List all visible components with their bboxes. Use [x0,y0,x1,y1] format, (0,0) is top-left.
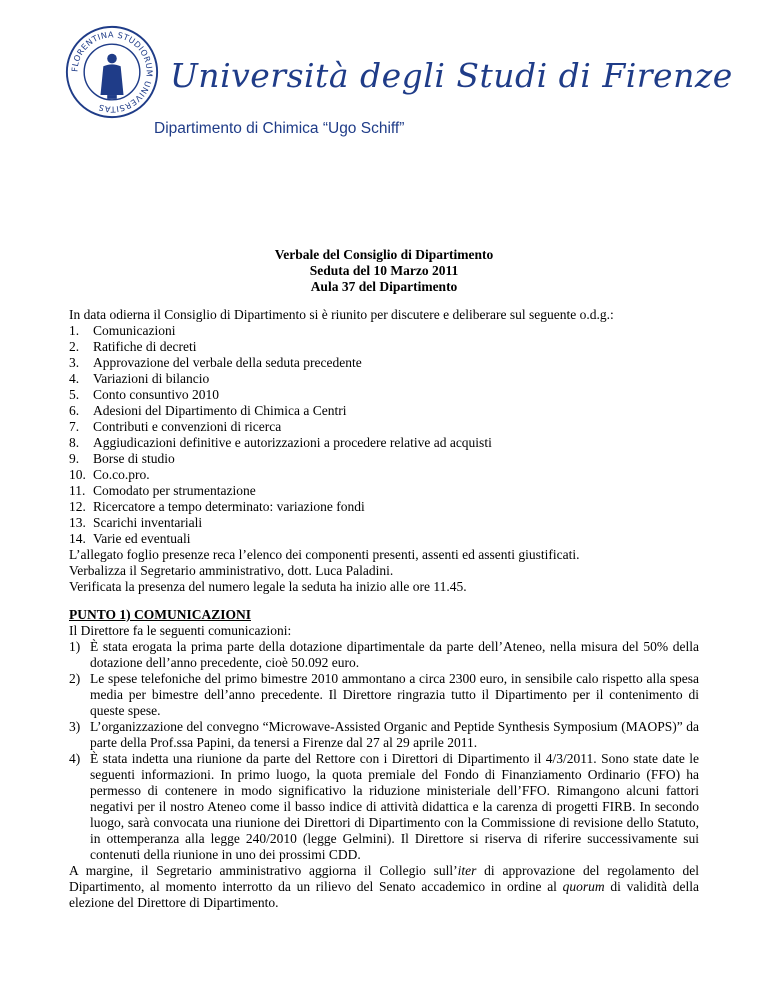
quorum-term: quorum [562,879,605,894]
document-title [0,247,768,295]
communication-item: 4) È stata indetta una riunione da parte del Rettore con i Direttori di Dipartimento il 4/3/2011. Sono state date le seguenti informazioni. In primo luogo, la quota premiale del Fondo di Finanziamento Ordinario (FFO) ha permesso di contenere in modo significativo la riduzione ministeriale dell’FFO. Rimangono alcuni fattori negativi per il nostro Ateneo come il basso indice di attività didattica e la carenza di progetti FIRB. In secondo luogo, sarà convocata una riunione dei Direttori di Dipartimento con la Commissione di revisione dello Statuto, in ottemperanza alla legge 240/2010 (legge Gelmini). Il Direttore si riserva di riferire successivamente sui contenuti della riunione in uno dei prossimi CDD. [69,751,699,862]
agenda-item: 14. Varie ed eventuali [69,531,191,546]
agenda-item: 9. Borse di studio [69,451,175,466]
agenda-item: 13. Scarichi inventariali [69,515,203,530]
agenda-item: 8. Aggiudicazioni definitive e autorizzazioni a procedere relative ad acquisti [69,435,492,450]
agenda-item: 4. Variazioni di bilancio [69,371,210,386]
agenda-item: 3. Approvazione del verbale della seduta precedente [69,355,362,370]
department-name: Dipartimento di Chimica “Ugo Schiff” [154,120,405,137]
communication-item: 3) L’organizzazione del convegno “Microwave-Assisted Organic and Peptide Synthesis Symposium (MAOPS)” da parte della Prof.ssa Papini, da tenersi a Firenze dal 27 al 29 aprile 2011. [69,719,699,750]
section-1-lead: Il Direttore fa le seguenti comunicazioni: [69,623,292,638]
quorum-note: Verificata la presenza del numero legale la seduta ha inizio alle ore 11.45. [69,579,467,594]
letterhead [64,24,733,144]
section-1-title: PUNTO 1) COMUNICAZIONI [69,607,252,622]
agenda-item: 2. Ratifiche di decreti [69,339,197,354]
title-line-2: Seduta del 10 Marzo 2011 [309,263,459,278]
agenda-item: 12. Ricercatore a tempo determinato: variazione fondi [69,499,365,514]
communications-list [69,639,699,863]
svg-text:FLORENTINA STUDIORUM UNIVERSIT: FLORENTINA STUDIORUM UNIVERSITAS [69,29,155,115]
communication-item: 1) È stata erogata la prima parte della dotazione dipartimentale da parte dell’Ateneo, nella misura del 50% della dotazione dell’anno precedente, cioè 50.092 euro. [69,639,699,670]
agenda-item: 10. Co.co.pro. [69,467,150,482]
title-line-1: Verbale del Consiglio di Dipartimento [274,247,494,262]
university-seal-icon [64,24,160,120]
agenda-list [69,323,699,547]
closing-paragraph: A margine, il Segretario amministrativo aggiorna il Collegio sull’iter di approvazione del regolamento del Dipartimento, al momento interrotto da un rilievo del Senato accademico in ordine al quorum di validità della elezione del Direttore di Dipartimento. [69,863,699,910]
communication-item: 2) Le spese telefoniche del primo bimestre 2010 ammontano a circa 2300 euro, in sensibile calo rispetto alla spesa media per bimestre dell’anno precedente. Il Direttore ringrazia tutto il Dipartimento per il contenimento di queste spese. [69,671,699,718]
attendance-note: L’allegato foglio presenze reca l’elenco dei componenti presenti, assenti ed assenti giustificati. [69,547,580,562]
agenda-item: 7. Contributi e convenzioni di ricerca [69,419,282,434]
agenda-item: 1. Comunicazioni [69,323,176,338]
agenda-item: 5. Conto consuntivo 2010 [69,387,220,402]
agenda-item: 6. Adesioni del Dipartimento di Chimica a Centri [69,403,347,418]
intro-text: In data odierna il Consiglio di Dipartimento si è riunito per discutere e deliberare sul seguente o.d.g.: [69,307,614,322]
agenda-item: 11. Comodato per strumentazione [69,483,256,498]
iter-term: iter [457,863,477,878]
document-body [69,307,699,911]
university-name: Università degli Studi di Firenze [170,56,733,95]
secretary-note: Verbalizza il Segretario amministrativo, dott. Luca Paladini. [69,563,394,578]
title-line-3: Aula 37 del Dipartimento [310,279,458,294]
